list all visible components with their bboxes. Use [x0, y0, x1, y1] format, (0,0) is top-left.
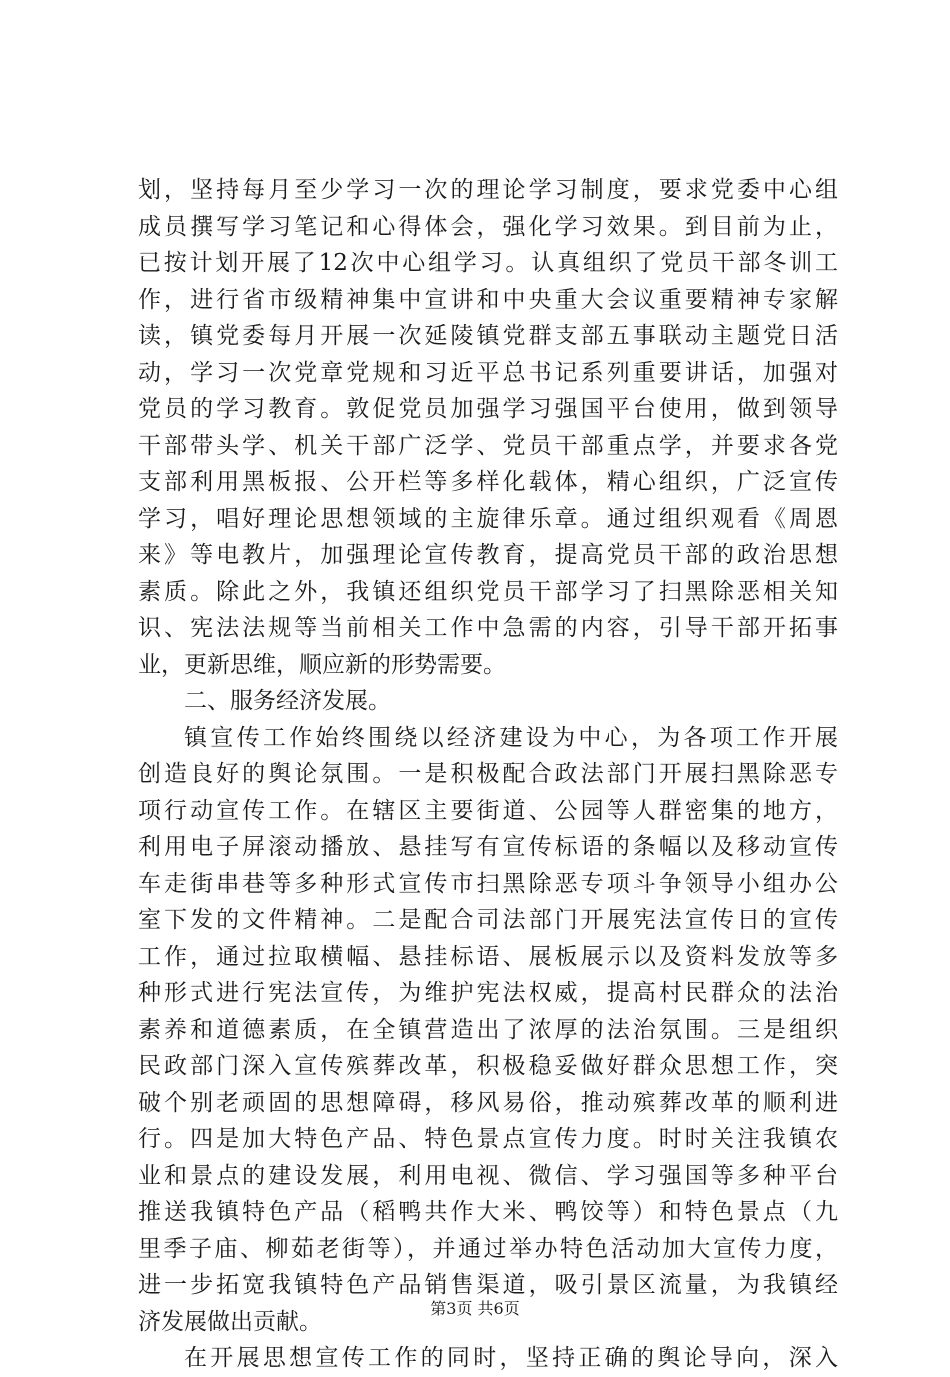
text-line: 创造良好的舆论氛围。一是积极配合政法部门开展扫黑除恶专: [138, 761, 838, 787]
text-line: 识、宪法法规等当前相关工作中急需的内容，引导干部开拓事: [138, 615, 838, 641]
text-line: 党员的学习教育。敦促党员加强学习强国平台使用，做到领导: [138, 396, 838, 422]
text-line: 已按计划开展了12次中心组学习。认真组织了党员干部冬训工: [138, 250, 838, 276]
text-line: 项行动宣传工作。在辖区主要街道、公园等人群密集的地方，: [138, 797, 838, 824]
text-line: 进一步拓宽我镇特色产品销售渠道，吸引景区流量，为我镇经: [138, 1272, 838, 1298]
text-line: 在开展思想宣传工作的同时，坚持正确的舆论导向，深入: [184, 1345, 838, 1371]
page-footer: 第3页 共6页: [430, 1299, 520, 1318]
document-body: [138, 172, 838, 1377]
text-line: 业和景点的建设发展，利用电视、微信、学习强国等多种平台: [138, 1162, 838, 1189]
text-line: 动，学习一次党章党规和习近平总书记系列重要讲话，加强对: [138, 359, 838, 386]
text-line: 素质。除此之外，我镇还组织党员干部学习了扫黑除恶相关知: [138, 578, 838, 605]
text-line: 里季子庙、柳茹老街等），并通过举办特色活动加大宣传力度，: [138, 1235, 838, 1262]
text-line: 种形式进行宪法宣传，为维护宪法权威，提高村民群众的法治: [138, 980, 838, 1006]
text-line: 镇宣传工作始终围绕以经济建设为中心，为各项工作开展: [184, 724, 838, 751]
text-line: 素养和道德素质，在全镇营造出了浓厚的法治氛围。三是组织: [138, 1016, 838, 1043]
text-line: 支部利用黑板报、公开栏等多样化载体，精心组织，广泛宣传: [138, 469, 838, 495]
text-line: 民政部门深入宣传殡葬改革，积极稳妥做好群众思想工作，突: [138, 1053, 838, 1079]
text-line: 济发展做出贡献。: [138, 1308, 322, 1335]
text-line: 行。四是加大特色产品、特色景点宣传力度。时时关注我镇农: [138, 1126, 838, 1152]
text-line: 车走街串巷等多种形式宣传市扫黑除恶专项斗争领导小组办公: [138, 870, 838, 897]
text-line: 作，进行省市级精神集中宣讲和中央重大会议重要精神专家解: [138, 286, 838, 313]
text-line: 业，更新思维，顺应新的形势需要。: [138, 651, 506, 678]
text-line: 室下发的文件精神。二是配合司法部门开展宪法宣传日的宣传: [138, 907, 838, 933]
text-line: 干部带头学、机关干部广泛学、党员干部重点学，并要求各党: [138, 432, 838, 459]
text-line: 破个别老顽固的思想障碍，移风易俗，推动殡葬改革的顺利进: [138, 1089, 838, 1116]
text-line: 划，坚持每月至少学习一次的理论学习制度，要求党委中心组: [138, 177, 838, 203]
text-line: 学习，唱好理论思想领域的主旋律乐章。通过组织观看《周恩: [138, 505, 838, 532]
text-line: 二、服务经济发展。: [184, 688, 391, 714]
text-line: 成员撰写学习笔记和心得体会，强化学习效果。到目前为止，: [138, 213, 838, 240]
text-line: 利用电子屏滚动播放、悬挂写有宣传标语的条幅以及移动宣传: [138, 834, 838, 860]
text-line: 工作，通过拉取横幅、悬挂标语、展板展示以及资料发放等多: [138, 943, 838, 970]
text-line: 读，镇党委每月开展一次延陵镇党群支部五事联动主题党日活: [138, 323, 838, 349]
text-line: 推送我镇特色产品（稻鸭共作大米、鸭饺等）和特色景点（九: [138, 1199, 838, 1225]
text-line: 来》等电教片，加强理论宣传教育，提高党员干部的政治思想: [138, 542, 838, 568]
